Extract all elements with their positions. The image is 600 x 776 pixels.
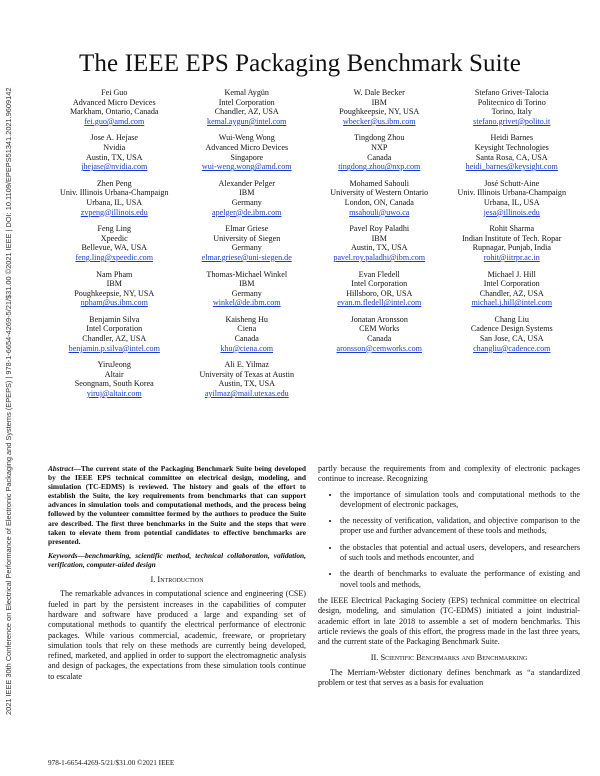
- author-email-link[interactable]: stefano.grivet@polito.it: [473, 116, 551, 126]
- author-affiliation: Germany: [231, 197, 262, 207]
- author-name: Rohit Sharma: [489, 224, 535, 234]
- author-affiliation: University of Texas at Austin: [199, 369, 295, 379]
- author-name: Thomas-Michael Winkel: [206, 269, 288, 279]
- author-email-link[interactable]: kemal.aygun@intel.com: [207, 116, 287, 126]
- author-block: [48, 315, 181, 353]
- author-email-link[interactable]: khu@ciena.com: [220, 343, 274, 353]
- section-1-heading: I. Introduction: [150, 575, 204, 585]
- author-email-link[interactable]: tingdong.zhou@nxp.com: [338, 162, 421, 172]
- author-email-link[interactable]: apelger@de.ibm.com: [212, 207, 282, 217]
- list-item: • the necessity of verification, validation, and objective comparison to the proper use and further advancement of these tools and methods,: [340, 516, 580, 537]
- author-email-link[interactable]: elmar.griese@uni-siegen.de: [201, 252, 292, 262]
- author-email-link[interactable]: jesa@illinois.edu: [483, 207, 540, 217]
- author-affiliation: IBM: [239, 188, 255, 198]
- author-email-link[interactable]: benjamin.p.silva@intel.com: [68, 343, 160, 353]
- author-email-link[interactable]: evan.m.fledell@intel.com: [337, 298, 422, 308]
- author-name: YiruJeong: [97, 360, 131, 370]
- author-block: [313, 133, 446, 171]
- author-affiliation: Santa Rosa, CA, USA: [475, 152, 548, 162]
- author-affiliation: Canada: [367, 152, 392, 162]
- author-email-link[interactable]: yiruj@altair.com: [86, 389, 142, 399]
- author-name: Zhen Peng: [96, 178, 132, 188]
- right-paragraph-2: the IEEE Electrical Packaging Society (EPS) technical committee on electrical design, modeling, and simulation (TC-EDMS) initiated a joint industrial-academic effort in late 2018 to assemble a set of modern benchmarks. This article reviews the goals of this effort, the progress made in the last three years, and the current state of the Packaging Benchmark Suite.: [318, 595, 580, 647]
- author-block: [313, 179, 446, 217]
- paper-title: The IEEE EPS Packaging Benchmark Suite: [79, 50, 521, 77]
- author-name: Wui-Weng Wong: [218, 133, 275, 143]
- abstract-text: The current state of the Packaging Benchmark Suite being developed by the IEEE EPS technical committee on electrical design, modeling, and simulation (TC-EDMS) is reviewed. The history and goals of the effort to establish the Suite, the key requirements from benchmarks that can support advances in simulation tools and computational methods, and the process being followed by the volunteer committee formed by the authors to produce the Suite are described. The first three benchmarks in the Suite and the steps that were taken to elevate them from potential candidates to effective benchmarks are presented.: [48, 464, 306, 546]
- author-name: W. Dale Becker: [353, 88, 405, 97]
- author-affiliation: Advanced Micro Devices: [72, 97, 156, 107]
- list-item: • the dearth of benchmarks to evaluate the performance of existing and novel tools and methods,: [340, 569, 580, 590]
- author-name: Mohamed Sahouli: [349, 178, 410, 188]
- author-affiliation: Austin, TX, USA: [350, 243, 408, 253]
- author-affiliation: Torino, Italy: [491, 107, 532, 117]
- author-block: [48, 179, 181, 217]
- author-affiliation: Germany: [231, 243, 262, 253]
- author-email-link[interactable]: msahouli@uwo.ca: [349, 207, 410, 217]
- author-name: Elmar Griese: [225, 224, 269, 234]
- author-name: Jonatan Aronsson: [350, 314, 408, 324]
- author-affiliation: Keysight Technologies: [474, 142, 549, 152]
- author-name: José Schutt-Aine: [484, 178, 540, 188]
- author-affiliation: Poughkeepsie, NY, USA: [339, 107, 420, 117]
- abstract-label: Abstract: [48, 464, 74, 473]
- author-affiliation: Rupnagar, Punjab, India: [472, 243, 551, 253]
- author-name: Pavel Roy Paladhi: [349, 224, 410, 234]
- author-block: [181, 270, 314, 308]
- author-affiliation: Univ. Illinois Urbana-Champaign: [457, 188, 566, 198]
- author-affiliation: London, ON, Canada: [344, 197, 414, 207]
- author-affiliation: University of Siegen: [213, 233, 281, 243]
- author-affiliation: IBM: [371, 97, 387, 107]
- author-affiliation: Altair: [104, 369, 124, 379]
- author-affiliation: Canada: [367, 334, 392, 344]
- author-email-link[interactable]: npham@us.ibm.com: [80, 298, 148, 308]
- author-affiliation: IBM: [106, 279, 122, 289]
- author-name: Jose A. Hejase: [90, 133, 138, 143]
- author-block: [446, 179, 579, 217]
- footer-copyright: 978-1-6654-4269-5/21/$31.00 ©2021 IEEE: [48, 759, 175, 767]
- author-email-link[interactable]: ayilmaz@mail.utexas.edu: [204, 389, 289, 399]
- author-affiliation: NXP: [371, 142, 388, 152]
- author-affiliation: Chandler, AZ, USA: [214, 107, 279, 117]
- author-email-link[interactable]: rohit@iitrpr.ac.in: [483, 252, 540, 262]
- author-block: [48, 270, 181, 308]
- author-affiliation: IBM: [371, 233, 387, 243]
- author-block: [313, 315, 446, 353]
- author-affiliation: Singapore: [230, 152, 264, 162]
- author-affiliation: Canada: [234, 334, 259, 344]
- author-affiliation: Seongnam, South Korea: [74, 379, 154, 389]
- author-email-link[interactable]: michael.j.hill@intel.com: [471, 298, 552, 308]
- author-block: [446, 315, 579, 353]
- author-affiliation: Germany: [231, 288, 262, 298]
- author-affiliation: Intel Corporation: [351, 279, 408, 289]
- keywords: Keywords—benchmarking, scientific method, technical collaboration, validation, verification, computer-aided design: [48, 550, 306, 569]
- author-block: [446, 224, 579, 262]
- author-affiliation: Politecnico di Torino: [477, 97, 546, 107]
- sidebar-citation: [2, 87, 14, 715]
- author-grid: [48, 88, 578, 399]
- recognition-list: [318, 490, 580, 590]
- author-name: Evan Fledell: [358, 269, 400, 279]
- author-affiliation: Chandler, AZ, USA: [82, 334, 147, 344]
- author-affiliation: Hillsboro, OR, USA: [346, 288, 413, 298]
- author-name: Stefano Grivet-Talocia: [474, 88, 549, 97]
- author-name: Kemal Aygün: [224, 88, 269, 97]
- author-email-link[interactable]: pavel.roy.paladhi@ibm.com: [333, 252, 426, 262]
- author-email-link[interactable]: aronsson@cemworks.com: [336, 343, 422, 353]
- author-name: Feng Ling: [97, 224, 131, 234]
- author-block: [181, 179, 314, 217]
- author-block: [48, 133, 181, 171]
- author-affiliation: CEM Works: [359, 324, 400, 334]
- author-block: [181, 224, 314, 262]
- author-block: [48, 224, 181, 262]
- author-block: [446, 133, 579, 171]
- author-affiliation: Ciena: [237, 324, 257, 334]
- author-block: [48, 360, 181, 398]
- author-affiliation: Austin, TX, USA: [85, 152, 143, 162]
- list-item: • the importance of simulation tools and computational methods to the development of electronic packages,: [340, 490, 580, 511]
- abstract: Abstract—The current state of the Packaging Benchmark Suite being developed by the IEEE EPS technical committee on electrical design, modeling, and simulation (TC-EDMS) is reviewed. The history and goals of the effort to establish the Suite, the key requirements from benchmarks that can support advances in simulation tools and computational methods, and the process being followed by the volunteer committee formed by the authors to produce the Suite are described. The first three benchmarks in the Suite and the steps that were taken to elevate them from potential candidates to effective benchmarks are presented.: [48, 464, 306, 546]
- section-1-paragraph: The remarkable advances in computational science and engineering (CSE) fueled in part by the persistent increases in the capabilities of computer hardware and software have produced a large and expanding set of computational methods to quantify the electrical performance of electronic packages. While various commercial, academic, freeware, or proprietary simulation tools that rely on these methods are currently being developed, refined, marketed, and applied in order to support the electromagnetic analysis and design of packages, the expectations from these simulation tools continue to escalate: [48, 589, 306, 681]
- author-affiliation: Cadence Design Systems: [470, 324, 553, 334]
- section-2-heading: II. Scientific Benchmarks and Benchmarking: [370, 653, 528, 663]
- author-email-link[interactable]: zvpeng@illinois.edu: [80, 207, 148, 217]
- author-name: Heidi Barnes: [490, 133, 533, 143]
- right-column: [318, 464, 580, 688]
- author-email-link[interactable]: wbecker@us.ibm.com: [342, 116, 416, 126]
- author-block: [181, 133, 314, 171]
- author-affiliation: Indian Institute of Tech. Ropar: [462, 233, 562, 243]
- author-affiliation: Intel Corporation: [483, 279, 540, 289]
- author-email-link[interactable]: feng.ling@xpeedic.com: [75, 252, 154, 262]
- author-affiliation: University of Western Ontario: [330, 188, 429, 198]
- list-item: • the obstacles that potential and actual users, developers, and researchers of such tools and methods encounter, and: [340, 543, 580, 564]
- author-affiliation: Univ. Illinois Urbana-Champaign: [60, 188, 169, 198]
- author-affiliation: Intel Corporation: [218, 97, 275, 107]
- author-email-link[interactable]: changliu@cadence.com: [473, 343, 551, 353]
- author-name: Kaisheng Hu: [225, 314, 268, 324]
- author-email-link[interactable]: fei.guo@amd.com: [84, 116, 145, 126]
- author-name: Chang Liu: [494, 314, 529, 324]
- author-name: Michael J. Hill: [487, 269, 536, 279]
- author-email-link[interactable]: heidi_barnes@keysight.com: [465, 162, 558, 172]
- author-block: [181, 88, 314, 126]
- author-email-link[interactable]: winkel@de.ibm.com: [212, 298, 281, 308]
- author-block: [313, 224, 446, 262]
- author-affiliation: Chandler, AZ, USA: [479, 288, 544, 298]
- author-name: Nam Pham: [96, 269, 133, 279]
- sidebar-text: 2021 IEEE 30th Conference on Electrical Performance of Electronic Packaging and Systems (EPEPS) | 978-1-6654-4269-5/21/$31.00 ©2021 IEEE | DOI: 10.1109/EPEPS51341.2021.9609142: [4, 87, 13, 715]
- author-affiliation: IBM: [239, 279, 255, 289]
- keywords-label: Keywords: [48, 550, 78, 560]
- author-affiliation: Markham, Ontario, Canada: [69, 107, 159, 117]
- author-affiliation: Xpeedic: [100, 233, 128, 243]
- author-affiliation: Urbana, IL, USA: [483, 197, 540, 207]
- author-block: [181, 360, 314, 398]
- left-column: [48, 464, 306, 682]
- author-affiliation: Nvidia: [103, 142, 126, 152]
- author-affiliation: Bellevue, WA, USA: [81, 243, 147, 253]
- right-intro-paragraph: partly because the requirements from and complexity of electronic packages continue to increase. Recognizing: [318, 464, 580, 484]
- author-affiliation: Advanced Micro Devices: [205, 142, 289, 152]
- author-block: [181, 315, 314, 353]
- author-email-link[interactable]: wui-weng.wong@amd.com: [201, 162, 292, 172]
- author-affiliation: San Jose, CA, USA: [479, 334, 544, 344]
- author-name: Tingdong Zhou: [354, 133, 405, 143]
- author-name: Alexander Pelger: [218, 178, 275, 188]
- author-name: Ali E. Yilmaz: [224, 360, 269, 370]
- author-email-link[interactable]: jhejase@nvidia.com: [81, 162, 148, 172]
- section-2-paragraph: The Merriam-Webster dictionary defines benchmark as “a standardized problem or test that serves as a basis for evaluation: [318, 667, 580, 688]
- author-block: [446, 270, 579, 308]
- author-affiliation: Austin, TX, USA: [218, 379, 275, 389]
- author-affiliation: Urbana, IL, USA: [86, 197, 143, 207]
- author-block: [446, 88, 579, 126]
- author-affiliation: Intel Corporation: [86, 324, 143, 334]
- author-block: [313, 88, 446, 126]
- author-name: Fei Guo: [101, 88, 128, 97]
- author-block: [313, 270, 446, 308]
- author-block: [48, 88, 181, 126]
- author-name: Benjamin Silva: [89, 314, 140, 324]
- author-affiliation: Poughkeepsie, NY, USA: [74, 288, 155, 298]
- keywords-text: benchmarking, scientific method, technical collaboration, validation, verification, computer-aided design: [48, 550, 306, 569]
